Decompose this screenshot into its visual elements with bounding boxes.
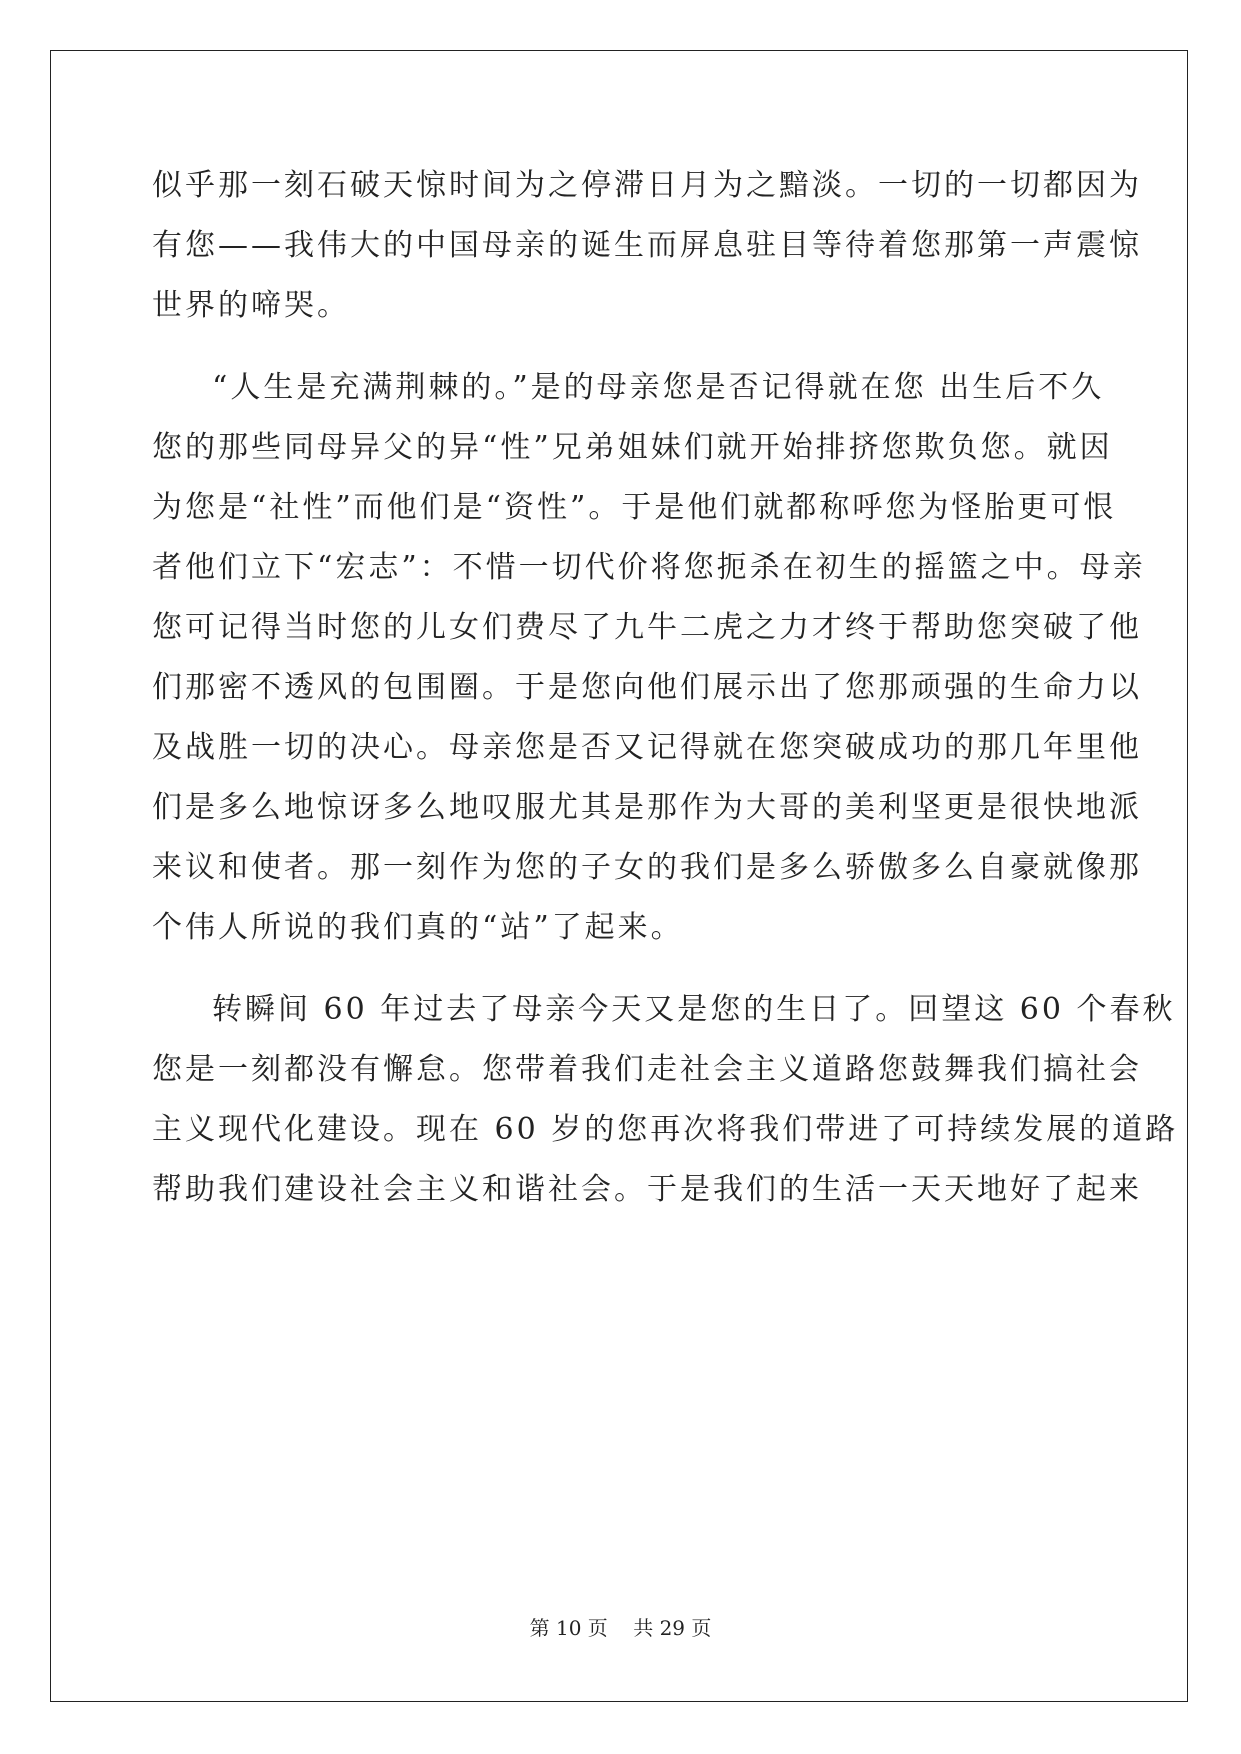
text-line: 为您是“社性”而他们是“资性”。于是他们就都称呼您为怪胎更可恨 — [152, 490, 1117, 525]
page-total: 共 29 页 — [633, 1616, 712, 1640]
document-body — [152, 156, 1179, 1220]
paragraph — [152, 980, 1179, 1220]
text-line: 您是一刻都没有懈怠。您带着我们走社会主义道路您鼓舞我们搞社会 — [152, 1052, 1142, 1087]
text-line: 有您——我伟大的中国母亲的诞生而屏息驻目等待着您那第一声震惊 — [152, 228, 1142, 263]
text-line: 个伟人所说的我们真的“站”了起来。 — [152, 910, 684, 945]
text-line: 帮助我们建设社会主义和谐社会。于是我们的生活一天天地好了起来 — [152, 1172, 1142, 1207]
text-line: 您的那些同母异父的异“性”兄弟姐妹们就开始排挤您欺负您。就因 — [152, 430, 1113, 465]
text-line: 及战胜一切的决心。母亲您是否又记得就在您突破成功的那几年里他 — [152, 730, 1142, 765]
text-line: 转瞬间 60 年过去了母亲今天又是您的生日了。回望这 60 个春秋 — [212, 992, 1176, 1027]
text-line: 们是多么地惊讶多么地叹服尤其是那作为大哥的美利坚更是很快地派 — [152, 790, 1142, 825]
text-line: 们那密不透风的包围圈。于是您向他们展示出了您那顽强的生命力以 — [152, 670, 1142, 705]
page-number: 第 10 页 — [529, 1616, 608, 1640]
text-line: 来议和使者。那一刻作为您的子女的我们是多么骄傲多么自豪就像那 — [152, 850, 1142, 885]
text-line: 似乎那一刻石破天惊时间为之停滞日月为之黯淡。一切的一切都因为 — [152, 168, 1142, 203]
page-footer — [0, 1612, 1241, 1641]
text-line: “人生是充满荆棘的。”是的母亲您是否记得就在您 出生后不久 — [212, 370, 1105, 405]
paragraph — [152, 358, 1146, 958]
text-line: 者他们立下“宏志”：不惜一切代价将您扼杀在初生的摇篮之中。母亲 — [152, 550, 1146, 585]
text-line: 您可记得当时您的儿女们费尽了九牛二虎之力才终于帮助您突破了他 — [152, 610, 1142, 645]
text-line: 世界的啼哭。 — [152, 288, 350, 323]
text-line: 主义现代化建设。现在 60 岁的您再次将我们带进了可持续发展的道路 — [152, 1112, 1179, 1147]
paragraph — [152, 156, 1142, 336]
